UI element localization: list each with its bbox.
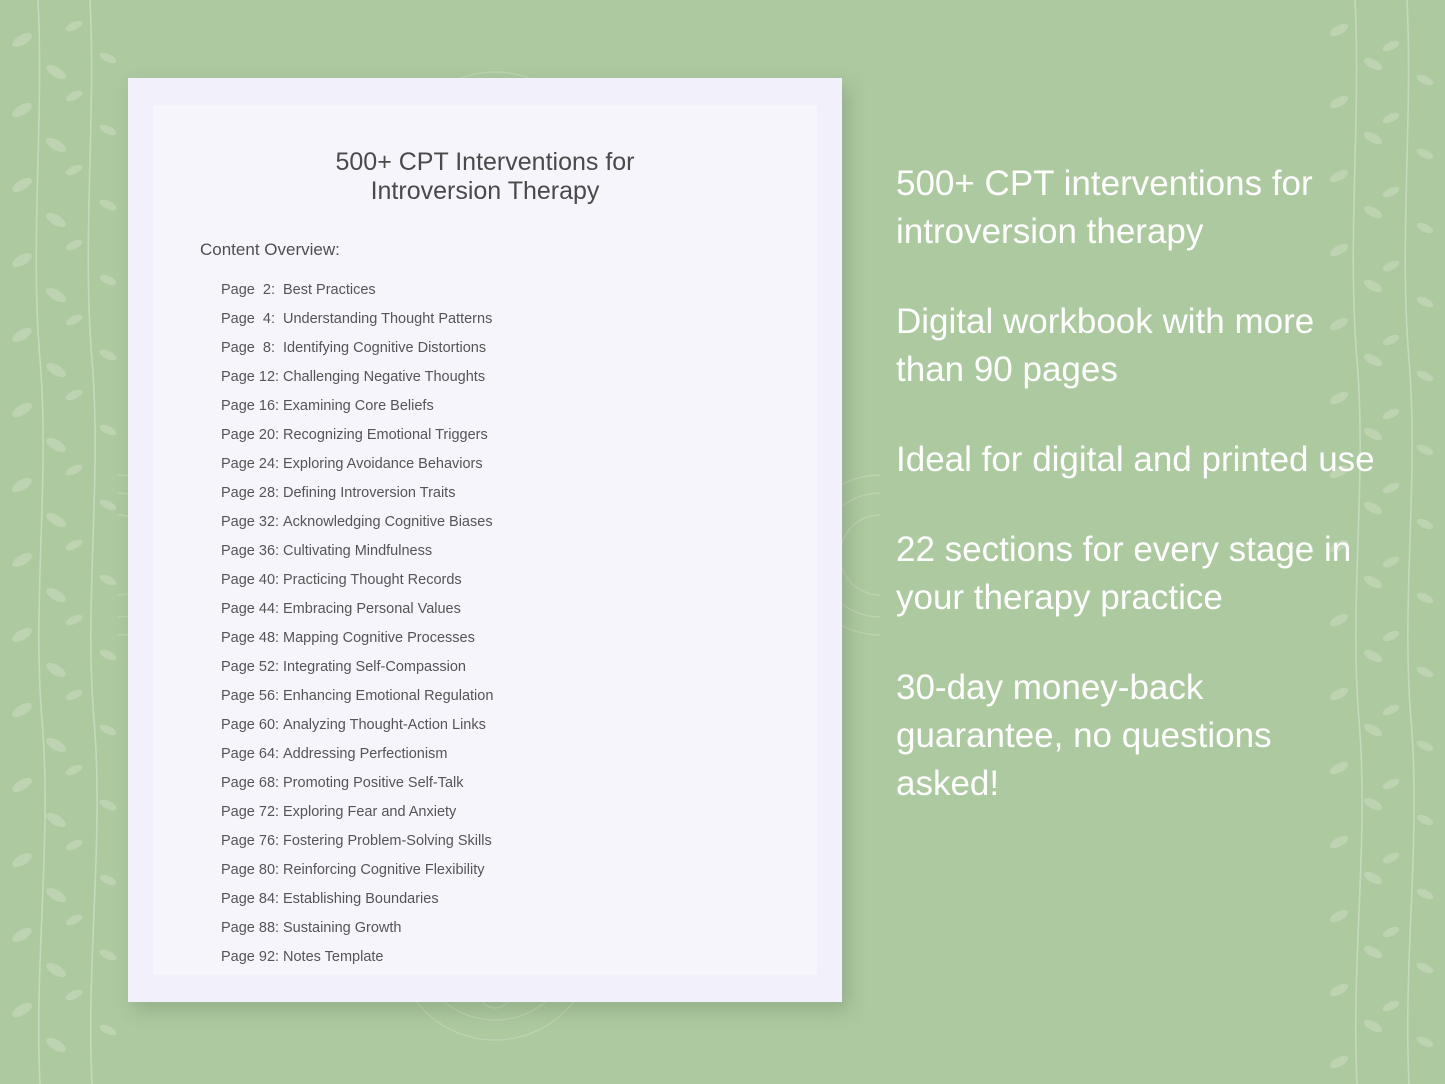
toc-entry-title: Recognizing Emotional Triggers [283, 427, 488, 443]
toc-entry [153, 392, 817, 421]
toc-entry-page: Page 60: [221, 717, 280, 733]
toc-entry-title: Enhancing Emotional Regulation [283, 688, 494, 704]
toc-entry [153, 305, 817, 334]
toc-entry [153, 682, 817, 711]
toc-entry [153, 508, 817, 537]
toc-entry-page: Page 88: [221, 920, 280, 936]
toc-entry [153, 914, 817, 943]
toc-entry [153, 653, 817, 682]
toc-entry [153, 624, 817, 653]
toc-entry-title: Identifying Cognitive Distortions [283, 340, 487, 356]
marketing-bullet: 30-day money-back guarantee, no questions asked! [896, 668, 1272, 803]
toc-entry-title: Fostering Problem-Solving Skills [283, 833, 492, 849]
toc-entry-page: Page 24: [221, 456, 280, 472]
toc-entry-title: Best Practices [283, 282, 376, 298]
toc-entry-title: Examining Core Beliefs [283, 398, 434, 414]
toc-entry [153, 595, 817, 624]
toc-entry [153, 537, 817, 566]
toc-entry-page: Page 84: [221, 891, 280, 907]
toc-entry [153, 450, 817, 479]
toc-entry [153, 827, 817, 856]
marketing-bullet: 22 sections for every stage in your therapy practice [896, 530, 1352, 617]
card-inner-page [153, 105, 817, 975]
marketing-bullet: Ideal for digital and printed use [896, 440, 1375, 479]
toc-entry [153, 943, 817, 972]
toc-entry [153, 740, 817, 769]
botanical-border-left-icon [0, 0, 120, 1084]
toc-entry-title: Exploring Avoidance Behaviors [283, 456, 483, 472]
toc-entry-page: Page 80: [221, 862, 280, 878]
table-of-contents [153, 276, 817, 972]
toc-entry-title: Understanding Thought Patterns [283, 311, 493, 327]
workbook-preview-card [128, 78, 842, 1002]
toc-entry-title: Sustaining Growth [283, 920, 402, 936]
toc-entry-title: Establishing Boundaries [283, 891, 439, 907]
toc-entry-title: Defining Introversion Traits [283, 485, 456, 501]
toc-entry-title: Notes Template [283, 949, 384, 965]
toc-entry-page: Page 56: [221, 688, 280, 704]
page-title-line-2: Introversion Therapy [370, 177, 600, 205]
toc-entry-page: Page 36: [221, 543, 280, 559]
toc-entry-page: Page 20: [221, 427, 280, 443]
toc-entry [153, 363, 817, 392]
toc-entry-page: Page 92: [221, 949, 280, 965]
toc-entry [153, 479, 817, 508]
toc-entry-page: Page 16: [221, 398, 280, 414]
toc-entry-page: Page 72: [221, 804, 280, 820]
toc-entry-title: Cultivating Mindfulness [283, 543, 433, 559]
toc-entry-page: Page 64: [221, 746, 280, 762]
toc-entry [153, 856, 817, 885]
toc-entry [153, 566, 817, 595]
toc-entry-title: Challenging Negative Thoughts [283, 369, 486, 385]
toc-entry-page: Page 76: [221, 833, 280, 849]
toc-entry [153, 276, 817, 305]
toc-entry-title: Acknowledging Cognitive Biases [283, 514, 493, 530]
toc-entry-title: Analyzing Thought-Action Links [283, 717, 486, 733]
toc-entry-page: Page 8: [221, 340, 276, 356]
toc-entry-page: Page 2: [221, 282, 276, 298]
toc-entry-title: Mapping Cognitive Processes [283, 630, 475, 646]
page-title-line-1: 500+ CPT Interventions for [335, 148, 635, 176]
toc-entry-page: Page 52: [221, 659, 280, 675]
toc-entry [153, 711, 817, 740]
toc-entry [153, 769, 817, 798]
toc-entry-title: Embracing Personal Values [283, 601, 461, 617]
marketing-bullet: 500+ CPT interventions for introversion therapy [896, 164, 1313, 251]
toc-entry-page: Page 28: [221, 485, 280, 501]
toc-entry-title: Promoting Positive Self-Talk [283, 775, 464, 791]
page-title [153, 105, 817, 206]
toc-entry-page: Page 40: [221, 572, 280, 588]
toc-entry [153, 798, 817, 827]
toc-entry-title: Addressing Perfectionism [283, 746, 448, 762]
marketing-bullet-list [896, 160, 1376, 808]
toc-entry-title: Integrating Self-Compassion [283, 659, 466, 675]
toc-entry-title: Practicing Thought Records [283, 572, 462, 588]
toc-entry-title: Reinforcing Cognitive Flexibility [283, 862, 485, 878]
toc-entry-page: Page 32: [221, 514, 280, 530]
toc-entry-page: Page 4: [221, 311, 276, 327]
toc-entry-page: Page 68: [221, 775, 280, 791]
toc-entry-title: Exploring Fear and Anxiety [283, 804, 457, 820]
content-overview-label: Content Overview: [200, 240, 340, 259]
toc-entry [153, 885, 817, 914]
toc-entry [153, 421, 817, 450]
toc-entry [153, 334, 817, 363]
toc-entry-page: Page 44: [221, 601, 280, 617]
marketing-bullet: Digital workbook with more than 90 pages [896, 302, 1315, 389]
toc-entry-page: Page 48: [221, 630, 280, 646]
toc-entry-page: Page 12: [221, 369, 280, 385]
